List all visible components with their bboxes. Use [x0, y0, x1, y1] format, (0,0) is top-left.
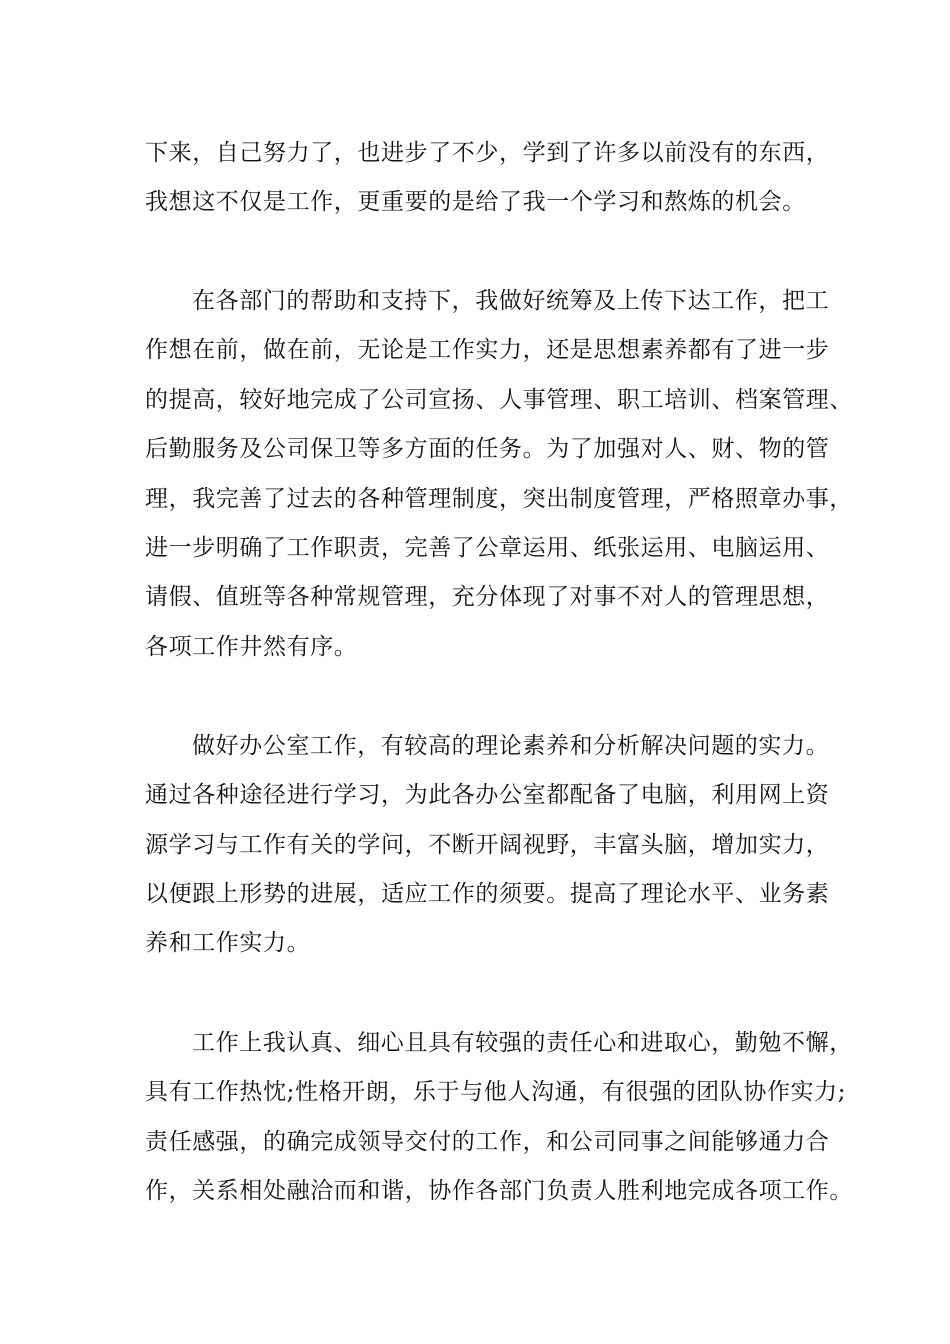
paragraph-line: 具有工作热忱;性格开朗，乐于与他人沟通，有很强的团队协作实力;: [145, 1079, 847, 1105]
paragraph-line: 的提高，较好地完成了公司宣扬、人事管理、职工培训、档案管理、: [145, 387, 853, 413]
paragraph-line: 在各部门的帮助和支持下，我做好统筹及上传下达工作，把工: [192, 288, 830, 314]
paragraph-line: 以便跟上形势的进展，适应工作的须要。提高了理论水平、业务素: [145, 881, 830, 907]
paragraph-line: 通过各种途径进行学习，为此各办公室都配备了电脑，利用网上资: [145, 782, 830, 808]
paragraph-line: 做好办公室工作，有较高的理论素养和分析解决问题的实力。: [192, 733, 830, 759]
paragraph-line: 请假、值班等各种常规管理，充分体现了对事不对人的管理思想，: [145, 584, 830, 610]
paragraph-line: 各项工作井然有序。: [145, 634, 358, 660]
paragraph-line: 养和工作实力。: [145, 930, 311, 956]
paragraph-line: 作，关系相处融洽而和谐，协作各部门负责人胜利地完成各项工作。: [145, 1178, 853, 1204]
paragraph-line: 下来，自己努力了，也进步了不少，学到了许多以前没有的东西，: [145, 140, 830, 166]
paragraph-line: 进一步明确了工作职责，完善了公章运用、纸张运用、电脑运用、: [145, 535, 830, 561]
paragraph-line: 我想这不仅是工作，更重要的是给了我一个学习和熬炼的机会。: [145, 189, 806, 215]
paragraph-line: 责任感强，的确完成领导交付的工作，和公司同事之间能够通力合: [145, 1129, 830, 1155]
paragraph-line: 后勤服务及公司保卫等多方面的任务。为了加强对人、财、物的管: [145, 436, 830, 462]
paragraph-line: 作想在前，做在前，无论是工作实力，还是思想素养都有了进一步: [145, 337, 830, 363]
paragraph-line: 理，我完善了过去的各种管理制度，突出制度管理，严格照章办事，: [145, 486, 853, 512]
paragraph-line: 工作上我认真、细心且具有较强的责任心和进取心，勤勉不懈，: [192, 1030, 853, 1056]
paragraph-line: 源学习与工作有关的学问，不断开阔视野，丰富头脑，增加实力，: [145, 832, 830, 858]
